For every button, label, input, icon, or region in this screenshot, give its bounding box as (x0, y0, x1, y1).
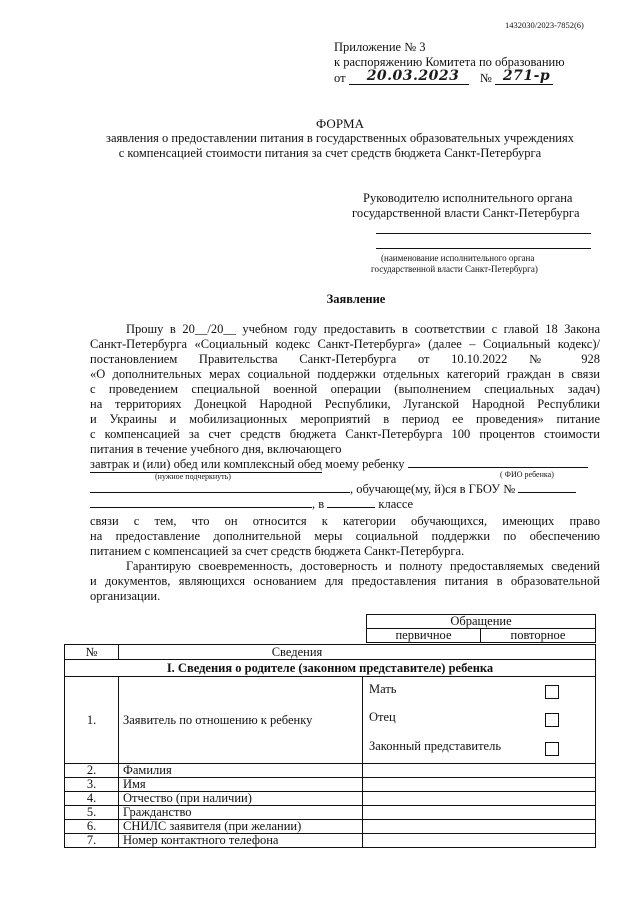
row-value[interactable] (363, 806, 596, 820)
child-name-field-2[interactable] (90, 492, 350, 493)
row-number: 3. (65, 778, 119, 792)
row-value[interactable] (363, 764, 596, 778)
date-field (349, 68, 469, 85)
row-number: 5. (65, 806, 119, 820)
row-number: 1. (65, 677, 119, 764)
row-label: СНИЛС заявителя (при желании) (119, 820, 363, 834)
option-guardian: Законный представитель (369, 739, 502, 753)
handwritten-date: 20.03.2023 (366, 68, 460, 84)
addressee-caption-1: (наименование исполнительного органа (381, 253, 535, 263)
cont-line-2: на предоставление дополнительной меры социальной поддержки по обеспечению (90, 529, 600, 543)
info-table (64, 644, 596, 848)
appendix-date-line (334, 70, 584, 87)
row-value[interactable] (363, 834, 596, 848)
body-line-9: питания в течение учебного дня, включающего (90, 442, 342, 456)
col-num-header: № (65, 645, 119, 660)
appendix-line-2: к распоряжению Комитета по образованию (334, 55, 565, 69)
section-row (65, 660, 596, 677)
body-line-1: Прошу в 20__/20__ учебном году предоставить в соответствии с главой 18 Закона (126, 322, 600, 336)
hint-fio: ( ФИО ребенка) (500, 470, 554, 479)
appeal-primary[interactable]: первичное (367, 629, 481, 643)
row-value[interactable] (363, 778, 596, 792)
addressee-caption-2: государственной власти Санкт-Петербурга) (371, 264, 538, 274)
student-label: , обучающе(му, й)ся в ГБОУ № (350, 482, 516, 496)
row-label: Гражданство (119, 806, 363, 820)
row-label: Имя (119, 778, 363, 792)
row-label: Номер контактного телефона (119, 834, 363, 848)
document-code: 1432030/2023-7852(6) (505, 20, 584, 30)
form-subtitle-1: заявления о предоставлении питания в государственных образовательных учреждениях (106, 131, 574, 145)
option-father: Отец (369, 710, 396, 724)
body-line-7: и Украины и мобилизационных мероприятий в период ее проведения» питание (90, 412, 600, 426)
table-row (65, 677, 596, 764)
table-row (65, 834, 596, 848)
student-line (90, 482, 600, 497)
body-line-8: с компенсацией за счет средств бюджета Санкт-Петербурга 100 процентов стоимости (90, 427, 600, 441)
cont-line-1: связи с тем, что он относится к категории обучающихся, имеющих право (90, 514, 600, 528)
row-value[interactable] (363, 792, 596, 806)
checkbox-mother[interactable] (545, 685, 559, 699)
table-row (65, 792, 596, 806)
relation-options (363, 677, 596, 764)
addressee-blank-2 (376, 248, 591, 249)
class-label: классе (378, 497, 414, 511)
row-label: Отчество (при наличии) (119, 792, 363, 806)
form-subtitle-2: с компенсацией стоимости питания за счет средств бюджета Санкт-Петербурга (118, 146, 542, 160)
checkbox-guardian[interactable] (545, 742, 559, 756)
row-number: 2. (65, 764, 119, 778)
row-label: Фамилия (119, 764, 363, 778)
body-line-5: с проведением специальной военной операции (выполнением специальных задач) (90, 382, 600, 396)
form-title: ФОРМА (316, 116, 364, 131)
number-field (495, 68, 553, 85)
appendix-line-1: Приложение № 3 (334, 40, 426, 54)
col-info-header: Сведения (119, 645, 596, 660)
handwritten-number: 271-р (502, 68, 551, 84)
class-line (90, 497, 600, 512)
from-label: от (334, 71, 346, 85)
option-mother: Мать (369, 682, 397, 696)
row-value[interactable] (363, 820, 596, 834)
guarantee-line-1: Гарантирую своевременность, достоверность и полноту предоставляемых сведений (126, 559, 600, 573)
row-label: Заявитель по отношению к ребенку (119, 677, 363, 764)
number-label: № (479, 71, 492, 85)
guarantee-line-3: организации. (90, 589, 161, 603)
child-label: моему ребенку (325, 457, 405, 471)
body-line-2: Санкт-Петербурга «Социальный кодекс Санкт-Петербурга» (далее – Социальный кодекс)/ (90, 337, 600, 351)
row-number: 7. (65, 834, 119, 848)
table-header-row (65, 645, 596, 660)
statement-title: Заявление (326, 292, 386, 306)
row-number: 6. (65, 820, 119, 834)
appeal-repeat[interactable]: повторное (481, 629, 596, 643)
school-number-field[interactable] (518, 492, 576, 493)
addressee-line-2: государственной власти Санкт-Петербурга (352, 206, 580, 220)
checkbox-father[interactable] (545, 713, 559, 727)
section-1-title: I. Сведения о родителе (законном представителе) ребенка (65, 660, 596, 677)
body-line-6: на территориях Донецкой Народной Республики, Луганской Народной Республики (90, 397, 600, 411)
addressee-blank-1 (376, 233, 591, 234)
table-row (65, 806, 596, 820)
addressee-line-1: Руководителю исполнительного органа (363, 191, 573, 205)
comma-v: , в (312, 497, 325, 511)
cont-line-3: питанием с компенсацией за счет средств бюджета Санкт-Петербурга. (90, 544, 465, 558)
table-row (65, 764, 596, 778)
extra-field[interactable] (90, 507, 312, 508)
meal-options: завтрак и (или) обед или комплексный обед (90, 457, 322, 471)
body-line-3: постановлением Правительства Санкт-Петербурга от 10.10.2022 № 928 (90, 352, 600, 366)
appeal-table (366, 614, 596, 643)
row-number: 4. (65, 792, 119, 806)
appeal-header: Обращение (367, 615, 596, 629)
body-line-4: «О дополнительных мерах социальной поддержки отдельных категорий граждан в связи (90, 367, 600, 381)
table-row (65, 820, 596, 834)
child-name-field[interactable] (408, 467, 588, 468)
hint-underline: (нужное подчеркнуть) (155, 472, 231, 481)
class-field[interactable] (327, 507, 375, 508)
table-row (65, 778, 596, 792)
guarantee-line-2: и документов, являющихся основанием для предоставления питания в образовательной (90, 574, 600, 588)
